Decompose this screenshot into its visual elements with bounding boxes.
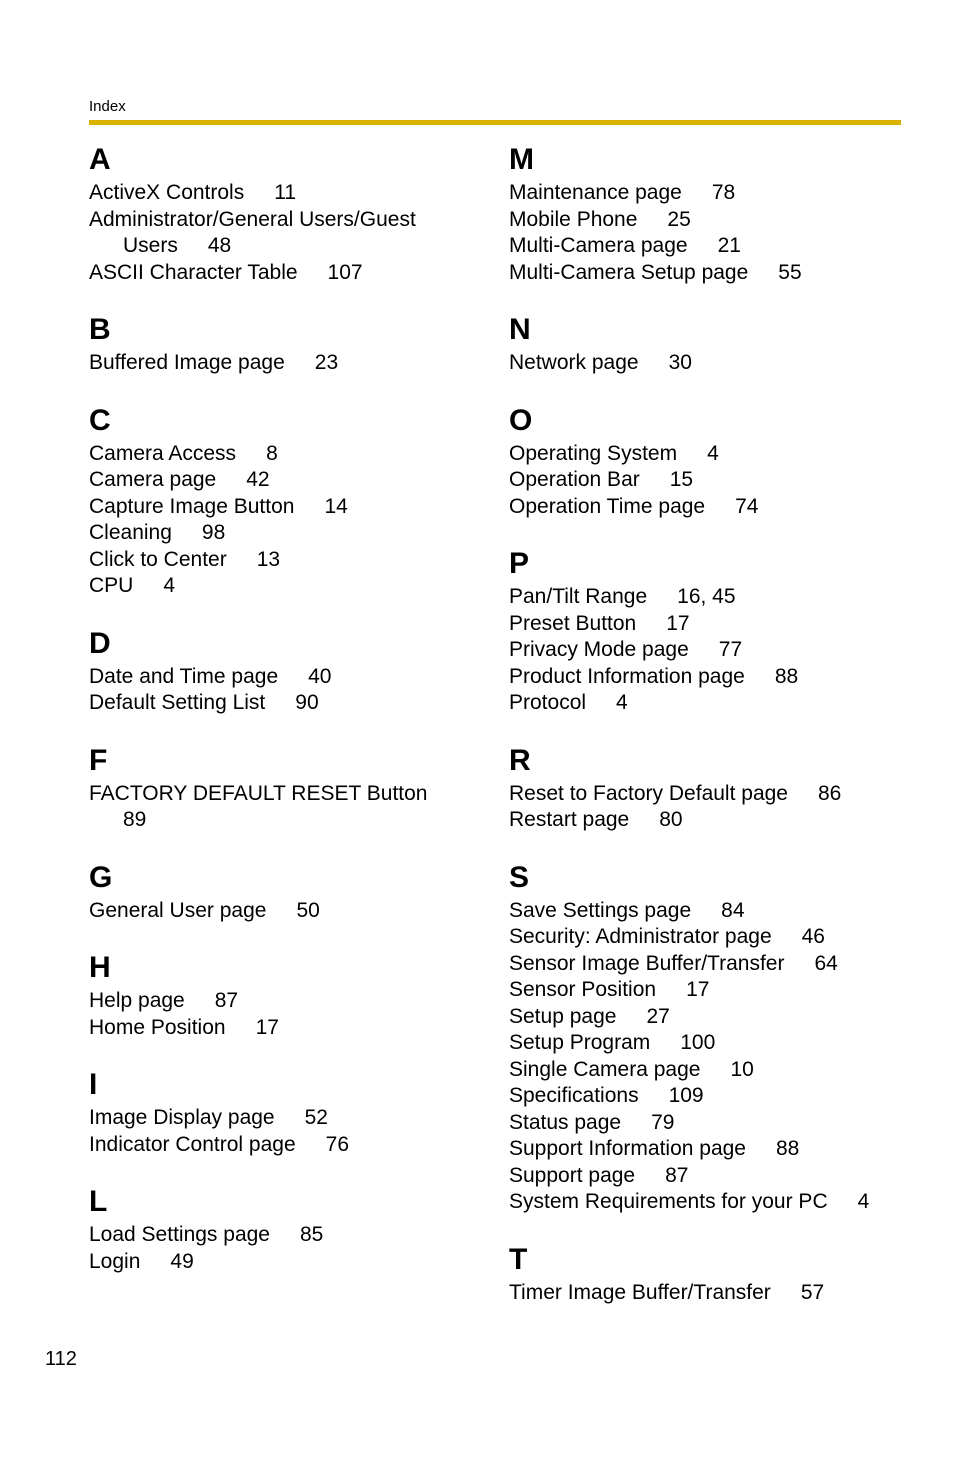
entry-term: Reset to Factory Default page [509,781,788,805]
section-letter: A [89,143,111,176]
entry-page-ref: 89 [123,808,147,831]
index-entry [509,207,909,234]
entry-term: Restart page [509,808,630,831]
index-entry [89,988,489,1015]
entry-page-ref: 77 [718,638,743,661]
section-letter: D [89,626,111,660]
entry-page-ref: 4 [857,1190,870,1213]
index-entry [509,1110,909,1137]
entry-page-ref: 30 [668,351,692,374]
index-entry [89,494,489,521]
index-section [509,544,909,717]
entry-page-ref: 84 [721,898,745,922]
entry-page-ref: 50 [296,898,320,922]
entry-continuation [89,233,489,260]
entry-term: Camera page [89,468,217,491]
entry-term: Cleaning [89,521,172,544]
entry-term: Date and Time page [89,664,279,688]
index-entry [89,1105,489,1132]
entry-page-ref: 15 [669,468,694,491]
index-section [509,1240,909,1307]
entry-page-ref: 25 [667,207,691,231]
index-entry [89,441,489,468]
index-entry [509,690,909,717]
entry-page-ref: 80 [659,808,683,831]
index-entry [509,924,909,951]
index-entry [89,207,489,260]
index-section [89,310,489,377]
entry-term: Setup page [509,1004,617,1028]
index-entry [89,573,489,600]
index-entry [89,664,489,691]
entry-page-ref: 11 [274,181,297,204]
entry-term: Sensor Position [509,978,657,1001]
section-letter: F [89,743,108,777]
index-section [89,858,489,925]
index-entry [509,1057,909,1084]
index-section [509,741,909,834]
entry-page-ref: 46 [801,925,825,948]
entry-page-ref: 10 [730,1057,754,1081]
entry-term: Single Camera page [509,1057,701,1081]
index-entry [509,1189,909,1216]
index-entry [89,260,489,287]
entry-term: CPU [89,574,134,597]
section-letter: H [89,951,111,984]
entry-term: Image Display page [89,1106,275,1129]
entry-page-ref: 76 [325,1132,349,1156]
index-entry [509,467,909,494]
entry-term: Capture Image Button [89,494,295,518]
entry-page-ref: 88 [776,1137,800,1160]
entry-term: Click to Center [89,547,227,571]
page-number: 112 [45,1348,77,1370]
entry-term: Support Information page [509,1137,746,1160]
index-entry [509,664,909,691]
index-entry [89,690,489,717]
entry-term: Home Position [89,1015,226,1039]
entry-term: Timer Image Buffer/Transfer [509,1280,771,1304]
entry-page-ref: 52 [304,1106,328,1129]
index-column-right [509,140,909,1330]
entry-page-ref: 90 [295,691,319,714]
index-entry [509,1163,909,1190]
index-section [89,741,489,834]
entry-term: System Requirements for your PC [509,1190,828,1213]
entry-page-ref: 4 [163,574,176,597]
index-entry [89,1222,489,1249]
entry-term: Operating System [509,441,678,465]
entry-page-ref: 49 [170,1249,194,1273]
index-section [89,1065,489,1158]
entry-term: Maintenance page [509,181,682,204]
entry-page-ref: 8 [266,441,278,465]
index-column-left [89,140,489,1299]
entry-term: Preset Button [509,611,637,635]
section-letter: B [89,313,111,346]
entry-continuation [89,807,489,834]
entry-term: Load Settings page [89,1223,270,1246]
entry-page-ref: 87 [214,989,239,1012]
index-entry [509,1280,909,1307]
entry-page-ref: 74 [735,494,759,518]
index-entry [509,807,909,834]
entry-term: Status page [509,1110,622,1134]
entry-page-ref: 48 [207,234,232,257]
header-rule [89,120,901,125]
index-entry [89,547,489,574]
entry-page-ref: 79 [651,1110,675,1134]
index-entry [509,1004,909,1031]
entry-page-ref: 107 [327,260,363,284]
entry-page-ref: 85 [299,1223,324,1246]
entry-term: Specifications [509,1084,639,1107]
section-letter: T [509,1242,528,1276]
entry-page-ref: 4 [707,441,719,465]
index-section [509,310,909,377]
entry-term: Login [89,1249,141,1273]
entry-page-ref: 98 [201,521,226,544]
entry-page-ref: 55 [778,260,802,284]
entry-page-ref: 27 [646,1004,670,1028]
index-entry [509,1083,909,1110]
entry-page-ref: 88 [774,664,799,688]
entry-term: ASCII Character Table [89,260,298,284]
index-section [89,948,489,1041]
index-entry [509,951,909,978]
entry-term: Protocol [509,691,587,714]
index-entry [509,260,909,287]
section-letter: R [509,743,531,777]
entry-term: Pan/Tilt Range [509,585,648,608]
index-entry [89,520,489,547]
entry-page-ref: 87 [665,1163,689,1187]
index-entry [89,467,489,494]
entry-page-ref: 57 [800,1280,825,1304]
entry-term: Save Settings page [509,898,692,922]
entry-page-ref: 109 [668,1084,704,1107]
entry-term: Network page [509,351,639,374]
section-letter: G [89,860,113,894]
entry-term-continued: Users [123,234,178,257]
entry-term: Help page [89,989,185,1012]
index-entry [509,441,909,468]
index-section [509,401,909,521]
index-section [89,140,489,286]
entry-page-ref: 17 [666,611,690,635]
index-entry [509,781,909,808]
entry-page-ref: 23 [314,351,339,374]
section-letter: S [509,860,530,894]
index-entry [509,350,909,377]
entry-term: Buffered Image page [89,351,285,374]
running-header: Index [89,98,126,115]
index-entry [89,180,489,207]
index-entry [509,977,909,1004]
index-entry [509,1136,909,1163]
section-letter: N [509,313,531,346]
entry-page-ref: 16, 45 [677,585,736,608]
entry-term: Administrator/General Users/Guest [89,207,416,231]
index-section [89,624,489,717]
section-letter: P [509,547,530,580]
entry-page-ref: 17 [255,1015,279,1039]
index-entry [89,1015,489,1042]
entry-term: Operation Bar [509,468,640,491]
entry-term: Mobile Phone [509,207,638,231]
index-entry [509,637,909,664]
section-letter: I [89,1068,98,1101]
index-section [89,1182,489,1275]
index-entry [89,781,489,834]
section-letter: C [89,403,111,437]
index-entry [509,1030,909,1057]
index-entry [89,898,489,925]
entry-term: Security: Administrator page [509,925,772,948]
entry-page-ref: 40 [308,664,332,688]
entry-term: Default Setting List [89,691,266,714]
index-section [509,140,909,286]
entry-page-ref: 100 [680,1031,716,1054]
entry-term: Support page [509,1163,636,1187]
index-entry [89,1249,489,1276]
entry-page-ref: 86 [817,781,842,805]
index-section [89,401,489,600]
entry-page-ref: 21 [717,234,741,257]
index-entry [509,180,909,207]
entry-term: FACTORY DEFAULT RESET Button [89,781,428,805]
entry-term: Product Information page [509,664,745,688]
entry-page-ref: 64 [814,951,838,975]
index-entry [509,611,909,638]
index-entry [509,494,909,521]
entry-term: Indicator Control page [89,1132,296,1156]
index-section [509,858,909,1216]
index-entry [509,233,909,260]
index-entry [89,1132,489,1159]
index-entry [509,898,909,925]
entry-term: Multi-Camera Setup page [509,260,749,284]
entry-page-ref: 17 [686,978,710,1001]
section-letter: M [509,143,534,176]
section-letter: L [89,1185,108,1218]
entry-term: Sensor Image Buffer/Transfer [509,951,785,975]
index-entry [89,350,489,377]
entry-page-ref: 78 [711,181,736,204]
entry-page-ref: 42 [246,468,270,491]
entry-term: Camera Access [89,441,237,465]
entry-term: Privacy Mode page [509,638,689,661]
section-letter: O [509,403,533,437]
entry-page-ref: 4 [616,691,628,714]
entry-term: General User page [89,898,267,922]
entry-term: Setup Program [509,1031,651,1054]
entry-term: Multi-Camera page [509,234,688,257]
entry-term: ActiveX Controls [89,181,245,204]
entry-term: Operation Time page [509,494,706,518]
index-entry [509,584,909,611]
entry-page-ref: 13 [256,547,281,571]
entry-page-ref: 14 [324,494,348,518]
